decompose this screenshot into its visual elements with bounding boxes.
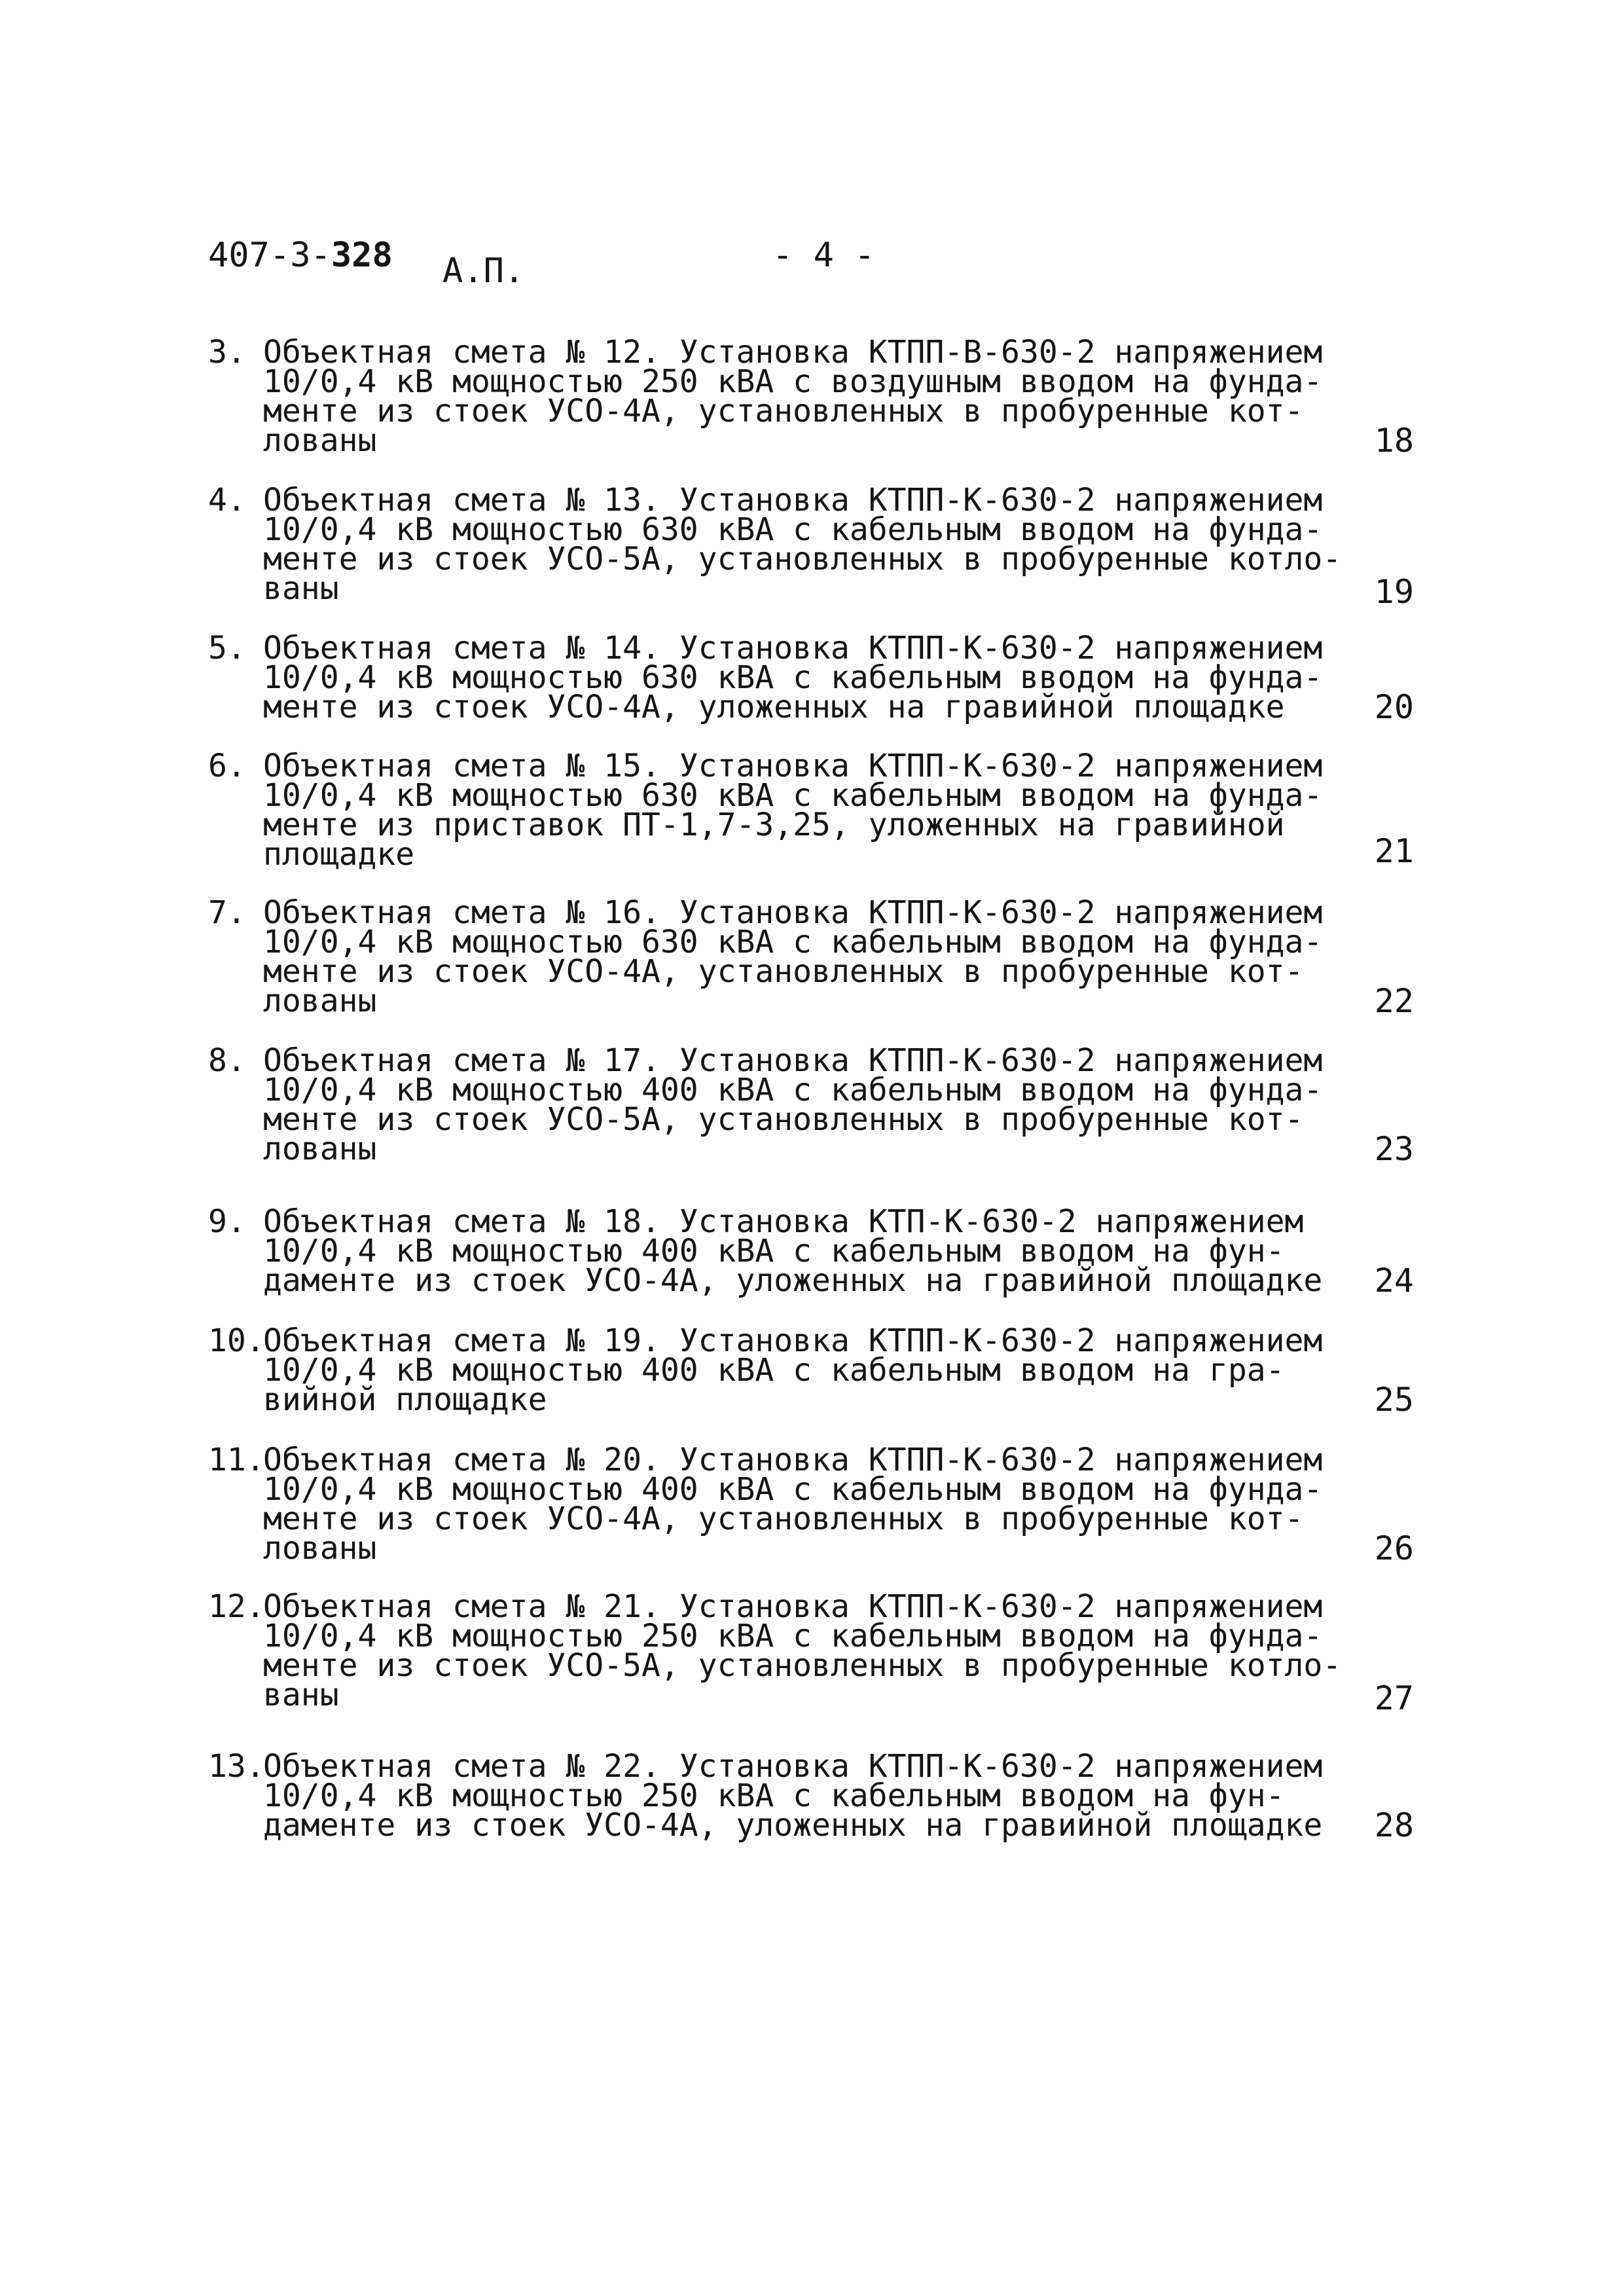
entry-number: 12. [208, 1588, 265, 1625]
entry-number: 9. [208, 1203, 246, 1240]
entry-page-number: 23 [1374, 1130, 1414, 1168]
entry-text: Объектная смета № 12. Установка КТПП-В-630-2 напряжением 10/0,4 кВ мощностью 250 кВА с воздушным вводом на фунда- менте из стоек УСО-4А, установленных в пробуренные кот- лованы [263, 334, 1323, 459]
entry-number: 6. [208, 748, 246, 784]
entry-page-number: 27 [1374, 1679, 1414, 1717]
entry-text: Объектная смета № 19. Установка КТПП-К-630-2 напряжением 10/0,4 кВ мощностью 400 кВА с кабельным вводом на гра- вийной площадке [263, 1322, 1323, 1418]
entry-text: Объектная смета № 18. Установка КТП-К-630-2 напряжением 10/0,4 кВ мощностью 400 кВА с кабельным вводом на фун- даменте из стоек УСО-4А, уложенных на гравийной площадке [263, 1203, 1323, 1299]
entry-number: 10. [208, 1322, 265, 1359]
page-number: - 4 - [772, 236, 875, 275]
entry-number: 8. [208, 1042, 246, 1079]
entry-page-number: 20 [1374, 688, 1414, 726]
document-section: А.П. [442, 251, 525, 291]
entry-page-number: 19 [1374, 573, 1414, 611]
entry-page-number: 24 [1374, 1262, 1414, 1300]
entry-text: Объектная смета № 21. Установка КТПП-К-630-2 напряжением 10/0,4 кВ мощностью 250 кВА с кабельным вводом на фунда- менте из стоек УСО-5А, установленных в пробуренные котло- ваны [263, 1588, 1342, 1713]
entry-text: Объектная смета № 15. Установка КТПП-К-630-2 напряжением 10/0,4 кВ мощностью 630 кВА с кабельным вводом на фунда- менте из приставок ПТ-1,7-3,25, уложенных на гравийной площадке [263, 748, 1323, 873]
entry-page-number: 28 [1374, 1806, 1414, 1844]
entry-number: 4. [208, 482, 246, 519]
entry-page-number: 21 [1374, 832, 1414, 870]
entry-page-number: 26 [1374, 1529, 1414, 1567]
entry-text: Объектная смета № 14. Установка КТПП-К-630-2 напряжением 10/0,4 кВ мощностью 630 кВА с кабельным вводом на фунда- менте из стоек УСО-4А, уложенных на гравийной площадке [263, 630, 1323, 725]
entry-text: Объектная смета № 16. Установка КТПП-К-630-2 напряжением 10/0,4 кВ мощностью 630 кВА с кабельным вводом на фунда- менте из стоек УСО-4А, установленных в пробуренные кот- лованы [263, 894, 1323, 1019]
entry-number: 11. [208, 1442, 265, 1478]
entry-page-number: 18 [1374, 422, 1414, 460]
entry-text: Объектная смета № 13. Установка КТПП-К-630-2 напряжением 10/0,4 кВ мощностью 630 кВА с кабельным вводом на фунда- менте из стоек УСО-5А, установленных в пробуренные котло- ваны [263, 482, 1342, 607]
entry-number: 5. [208, 630, 246, 666]
entry-number: 7. [208, 894, 246, 931]
document-code-number: 328 [331, 236, 393, 275]
entry-page-number: 25 [1374, 1381, 1414, 1419]
entry-number: 13. [208, 1748, 265, 1785]
entry-text: Объектная смета № 17. Установка КТПП-К-630-2 напряжением 10/0,4 кВ мощностью 400 кВА с кабельным вводом на фунда- менте из стоек УСО-5А, установленных в пробуренные кот- лованы [263, 1042, 1323, 1167]
entry-text: Объектная смета № 22. Установка КТПП-К-630-2 напряжением 10/0,4 кВ мощностью 250 кВА с кабельным вводом на фун- даменте из стоек УСО-4А, уложенных на гравийной площадке [263, 1748, 1323, 1844]
document-code [208, 236, 393, 275]
entry-text: Объектная смета № 20. Установка КТПП-К-630-2 напряжением 10/0,4 кВ мощностью 400 кВА с кабельным вводом на фунда- менте из стоек УСО-4А, установленных в пробуренные кот- лованы [263, 1442, 1323, 1567]
page-header [208, 236, 928, 291]
entry-number: 3. [208, 334, 246, 371]
document-code-prefix: 407-3- [208, 236, 331, 275]
entry-page-number: 22 [1374, 982, 1414, 1020]
